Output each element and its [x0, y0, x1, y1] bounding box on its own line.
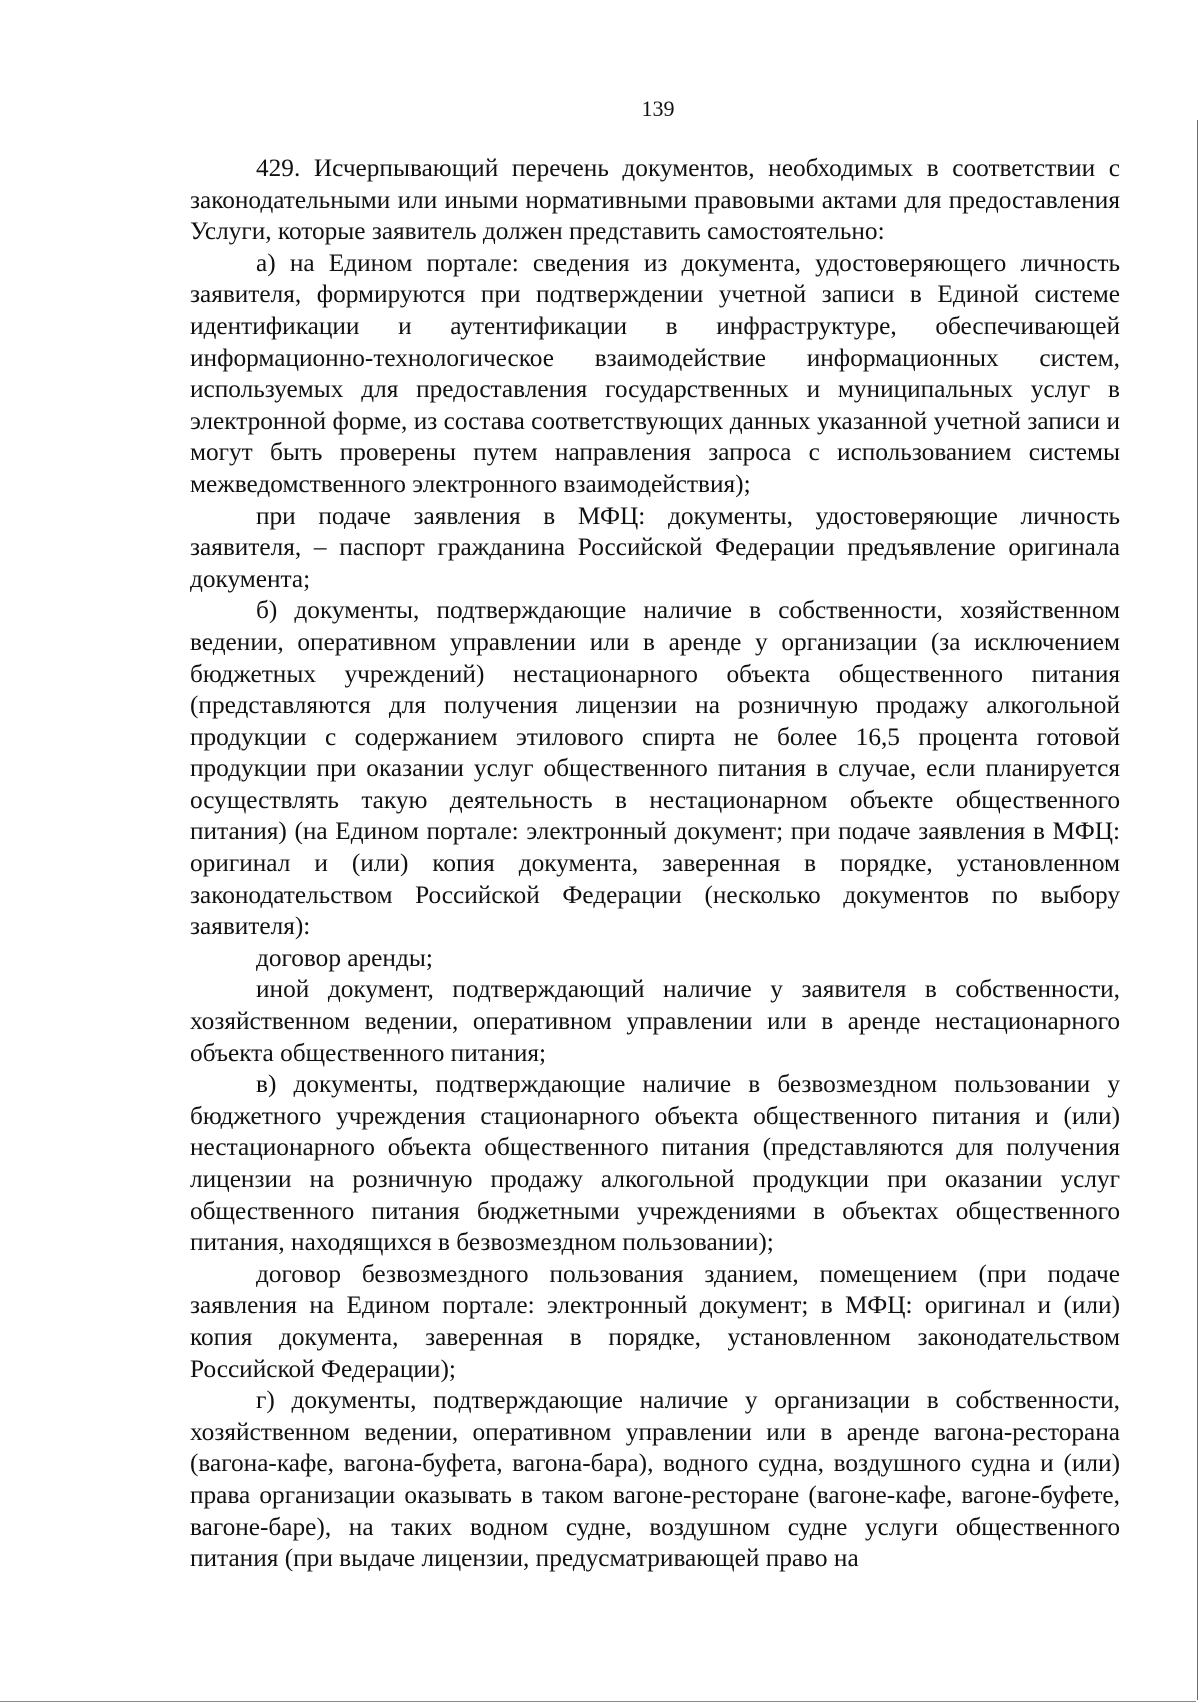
scan-edge-bottom — [0, 1701, 1196, 1702]
paragraph-other-document: иной документ, подтверждающий наличие у заявителя в собственности, хозяйственном ведении, оперативном управлении или в аренде нестационарного объекта общественного питания; — [190, 975, 1120, 1067]
paragraph-item-b: б) документы, подтверждающие наличие в собственности, хозяйственном ведении, оперативном управлении или в аренде у организации (за исключением бюджетных учреждений) нестационарного объекта общественного питания (представляются для получения лицензии на розничную продажу алкогольной продукции с содержанием этилового спирта не более 16,5 процента готовой продукции при оказании услуг общественного питания в случае, если планируется осуществлять такую деятельность в нестационарном объекте общественного питания) (на Едином портале: электронный документ; при подаче заявления в МФЦ: оригинал и (или) копия документа, заверенная в порядке, установленном законодательством Российской Федерации (несколько документов по выбору заявителя): — [190, 596, 1120, 941]
paragraph-item-v: в) документы, подтверждающие наличие в безвозмездном пользовании у бюджетного учреждения стационарного объекта общественного питания и (или) нестационарного объекта общественного питания (представляются для получения лицензии на розничную продажу алкогольной продукции при оказании услуг общественного питания бюджетными учреждениями в объектах общественного питания, находящихся в безвозмездном пользовании); — [190, 1070, 1120, 1257]
document-body — [190, 153, 1120, 1575]
scan-edge-right — [1197, 120, 1198, 1700]
paragraph-item-g: г) документы, подтверждающие наличие у организации в собственности, хозяйственном ведении, оперативном управлении или в аренде вагона-ресторана (вагона-кафе, вагона-буфета, вагона-бара), водного судна, воздушного судна и (или) права организации оказывать в таком вагоне-ресторане (вагоне-кафе, вагоне-буфете, вагоне-баре), на таких водном судне, воздушном судне услуги общественного питания (при выдаче лицензии, предусматривающей право на — [190, 1386, 1120, 1573]
paragraph-lease-agreement: договор аренды; — [256, 943, 433, 972]
page-number: 139 — [641, 96, 675, 121]
paragraph-429-intro: 429. Исчерпывающий перечень документов, необходимых в соответствии с законодательными или иными нормативными правовыми актами для предоставления Услуги, которые заявитель должен представить самостоятельно: — [190, 154, 1120, 246]
paragraph-item-a: а) на Едином портале: сведения из документа, удостоверяющего личность заявителя, формируются при подтверждении учетной записи в Единой системе идентификации и аутентификации в инфраструктуре, обеспечивающей информационно-технологическое взаимодействие информационных систем, используемых для предоставления государственных и муниципальных услуг в электронной форме, из состава соответствующих данных указанной учетной записи и могут быть проверены путем направления запроса с использованием системы межведомственного электронного взаимодействия); — [190, 248, 1120, 498]
paragraph-free-use-agreement: договор безвозмездного пользования зданием, помещением (при подаче заявления на Едином портале: электронный документ; в МФЦ: оригинал и (или) копия документа, заверенная в порядке, установленном законодательством Российской Федерации); — [190, 1259, 1120, 1383]
paragraph-mfc-identity: при подаче заявления в МФЦ: документы, удостоверяющие личность заявителя, – паспорт гражданина Российской Федерации предъявление оригинала документа; — [190, 501, 1120, 593]
